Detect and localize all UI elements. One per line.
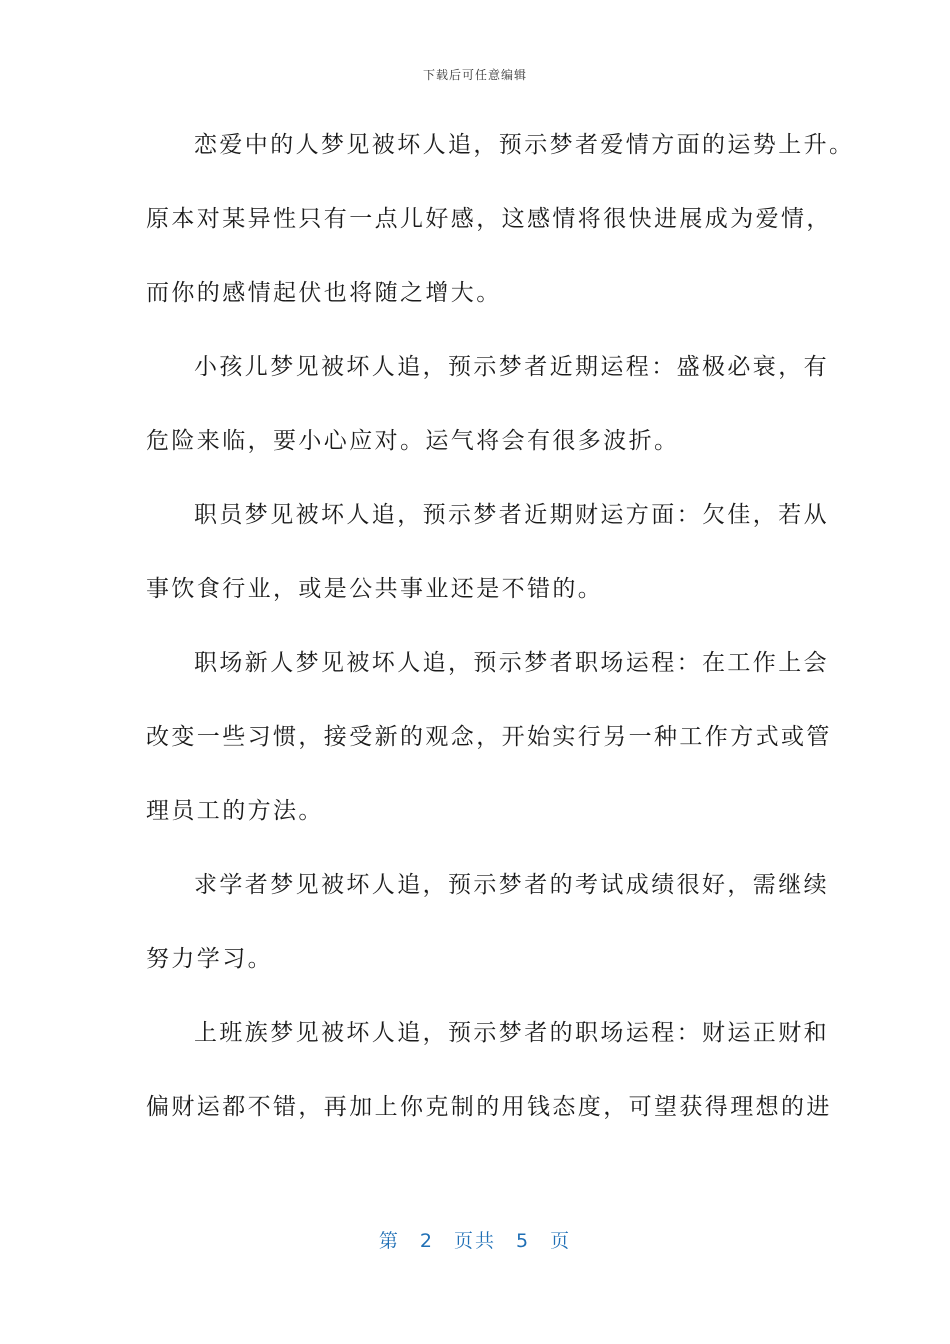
footer-suffix: 页 [550, 1230, 572, 1252]
footer-middle: 页共 [453, 1230, 496, 1252]
text-line: 而你的感情起伏也将随之增大。 [146, 280, 502, 306]
text-line: 小孩儿梦见被坏人追，预示梦者近期运程：盛极必衰，有 [194, 354, 829, 380]
text-line: 恋爱中的人梦见被坏人追，预示梦者爱情方面的运势上升。 [194, 132, 855, 158]
text-line: 危险来临，要小心应对。运气将会有很多波折。 [146, 428, 680, 454]
text-line: 事饮食行业，或是公共事业还是不错的。 [146, 576, 604, 602]
document-body [146, 122, 855, 1158]
text-line: 改变一些习惯，接受新的观念，开始实行另一种工作方式或管 [146, 724, 832, 750]
footer-total-pages: 5 [516, 1230, 531, 1252]
text-line: 理员工的方法。 [146, 798, 324, 824]
text-line: 原本对某异性只有一点儿好感，这感情将很快进展成为爱情， [146, 206, 832, 232]
text-line: 努力学习。 [146, 946, 273, 972]
text-line: 上班族梦见被坏人追，预示梦者的职场运程：财运正财和 [194, 1020, 829, 1046]
text-line: 职场新人梦见被坏人追，预示梦者职场运程：在工作上会 [194, 650, 829, 676]
page-footer [0, 1226, 950, 1253]
footer-page-number: 2 [419, 1230, 434, 1252]
footer-prefix: 第 [378, 1230, 400, 1252]
page-header: 下载后可任意编辑 [422, 68, 527, 82]
text-line: 求学者梦见被坏人追，预示梦者的考试成绩很好，需继续 [194, 872, 829, 898]
text-line: 偏财运都不错，再加上你克制的用钱态度，可望获得理想的进 [146, 1094, 832, 1120]
text-line: 职员梦见被坏人追，预示梦者近期财运方面：欠佳，若从 [194, 502, 829, 528]
